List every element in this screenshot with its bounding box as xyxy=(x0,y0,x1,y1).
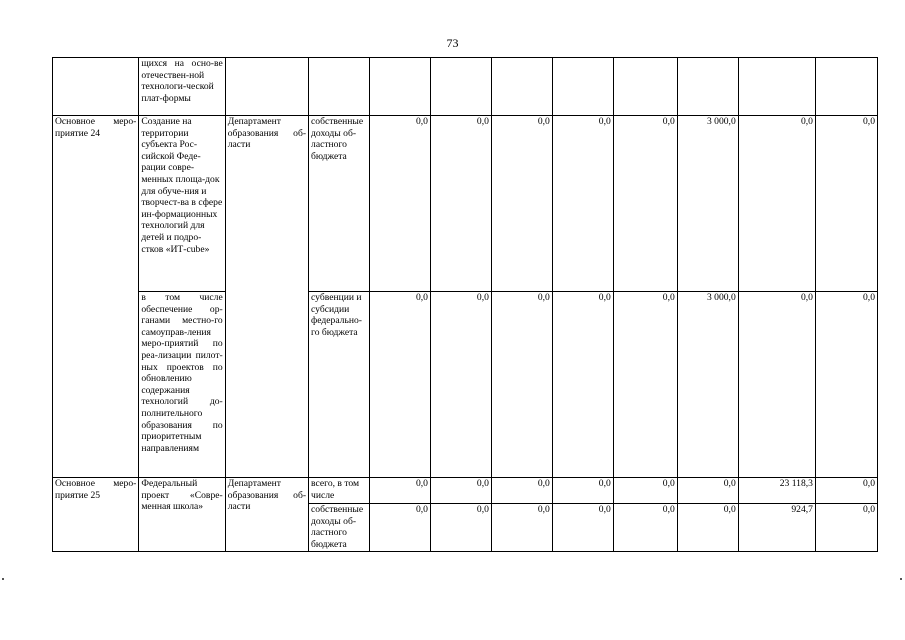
value-cell: 0,0 xyxy=(552,478,613,504)
executor-cell: Департамент образования об-ласти xyxy=(225,478,308,552)
value-cell: 0,0 xyxy=(430,292,491,478)
source-cell: субвенции и субсидии федерально-го бюджета xyxy=(309,292,370,478)
scan-mark xyxy=(2,578,4,580)
scan-mark xyxy=(900,578,902,580)
description-cell: Создание на территории субъекта Рос-сийской Феде-рации совре-менных площа-док для обуче-ния и творчест-ва в сфере ин-формационных технологий для детей и подро-стков «ИТ-cube» xyxy=(139,116,225,292)
source-cell: собственные доходы об-ластного бюджета xyxy=(309,116,370,292)
value-cell: 0,0 xyxy=(491,116,552,292)
value-cell: 0,0 xyxy=(552,504,613,552)
executor-cell: Департамент образования об-ласти xyxy=(225,116,308,478)
event-cell: Основное меро-приятие 25 xyxy=(53,478,139,552)
value-cell: 0,0 xyxy=(613,504,677,552)
description-cell: щихся на осно-ве отечествен-ной технологи-ческой плат-формы xyxy=(139,58,225,116)
table-row xyxy=(53,478,878,504)
value-cell: 0,0 xyxy=(491,504,552,552)
value-cell xyxy=(815,58,877,116)
value-cell xyxy=(491,58,552,116)
value-cell: 0,0 xyxy=(369,116,430,292)
event-cell xyxy=(53,58,139,116)
value-cell: 0,0 xyxy=(552,292,613,478)
value-cell: 0,0 xyxy=(430,504,491,552)
value-cell: 0,0 xyxy=(815,116,877,292)
source-cell: всего, в том числе xyxy=(309,478,370,504)
value-cell: 0,0 xyxy=(369,504,430,552)
description-cell: Федеральный проект «Совре-менная школа» xyxy=(139,478,225,552)
source-cell xyxy=(309,58,370,116)
value-cell: 0,0 xyxy=(430,116,491,292)
executor-cell xyxy=(225,58,308,116)
source-cell: собственные доходы об-ластного бюджета xyxy=(309,504,370,552)
value-cell: 0,0 xyxy=(613,116,677,292)
value-cell: 0,0 xyxy=(552,116,613,292)
table-row xyxy=(53,116,878,292)
value-cell: 0,0 xyxy=(738,292,815,478)
value-cell: 924,7 xyxy=(738,504,815,552)
value-cell xyxy=(552,58,613,116)
value-cell xyxy=(738,58,815,116)
table-row xyxy=(53,292,878,478)
value-cell xyxy=(369,58,430,116)
value-cell: 0,0 xyxy=(369,292,430,478)
value-cell xyxy=(430,58,491,116)
value-cell: 0,0 xyxy=(815,504,877,552)
value-cell: 3 000,0 xyxy=(677,292,738,478)
value-cell xyxy=(613,58,677,116)
page-number: 73 xyxy=(446,36,459,50)
value-cell: 0,0 xyxy=(491,292,552,478)
value-cell: 3 000,0 xyxy=(677,116,738,292)
value-cell: 0,0 xyxy=(613,292,677,478)
value-cell xyxy=(677,58,738,116)
value-cell: 23 118,3 xyxy=(738,478,815,504)
value-cell: 0,0 xyxy=(815,478,877,504)
value-cell: 0,0 xyxy=(815,292,877,478)
value-cell: 0,0 xyxy=(369,478,430,504)
value-cell: 0,0 xyxy=(430,478,491,504)
value-cell: 0,0 xyxy=(491,478,552,504)
budget-table xyxy=(52,57,878,552)
table-row xyxy=(53,58,878,116)
value-cell: 0,0 xyxy=(613,478,677,504)
value-cell: 0,0 xyxy=(677,504,738,552)
event-cell: Основное меро-приятие 24 xyxy=(53,116,139,478)
description-cell: в том числе обеспечение ор-ганами местно-го самоуправ-ления меро-приятий по реа-лизации пилот-ных проектов по обновлению содержания технологий до-полнительного образования по приоритетным направлениям xyxy=(139,292,225,478)
value-cell: 0,0 xyxy=(738,116,815,292)
value-cell: 0,0 xyxy=(677,478,738,504)
